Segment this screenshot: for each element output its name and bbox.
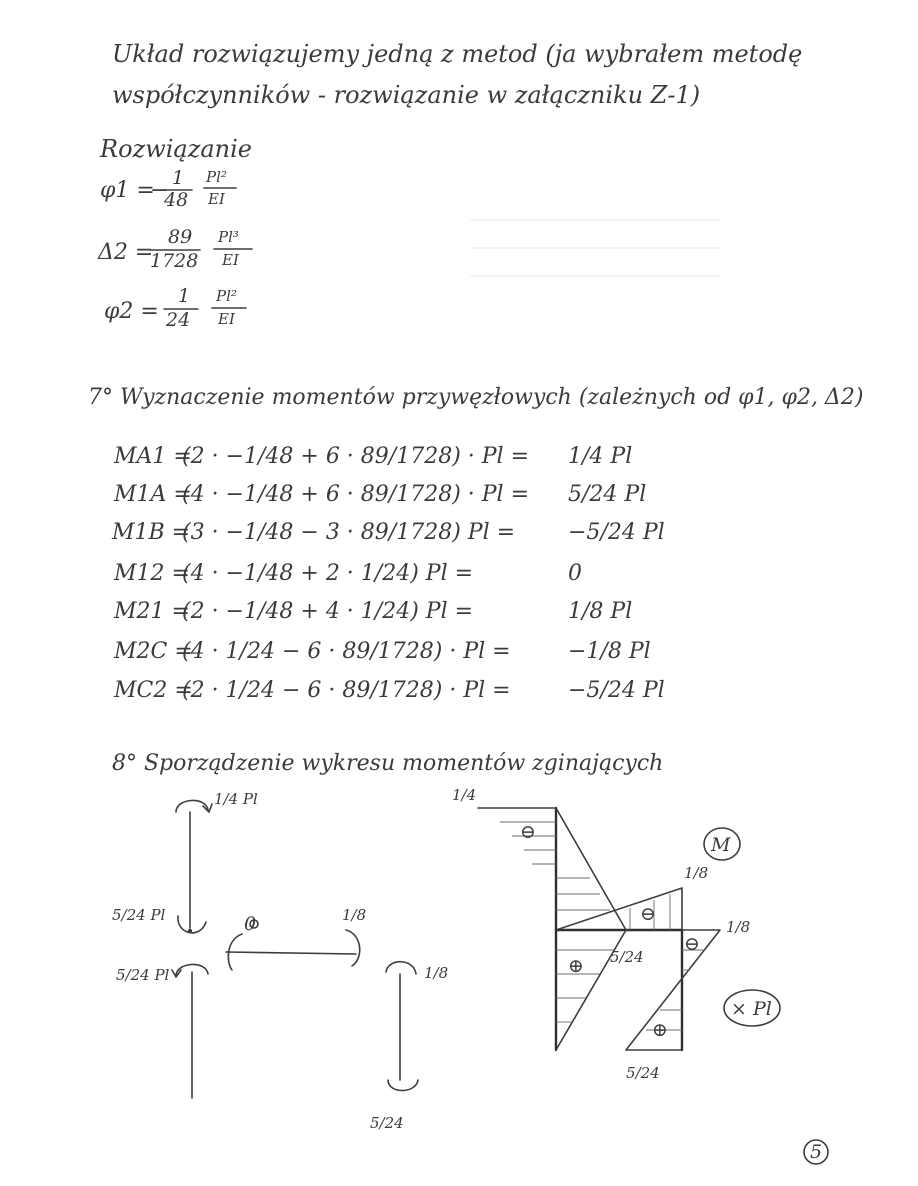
solution-heading: Rozwiązanie <box>100 135 252 163</box>
mid-value: 5/24 <box>610 948 644 966</box>
moment-arrow-icon <box>346 930 360 966</box>
moment-row-result: 1/4 Pl <box>568 444 633 469</box>
sign-plus-right: ⊕ <box>652 1019 668 1041</box>
delta-unit-num: Pl³ <box>218 228 239 246</box>
sign-minus-upper: ⊖ <box>520 821 536 843</box>
far-right-value: 1/8 <box>726 918 751 936</box>
hatching <box>556 950 614 1022</box>
mid-left-lower-label: 5/24 Pl <box>116 966 170 984</box>
sign-minus-right: ⊖ <box>684 933 700 955</box>
moment-row-expr: (3 · −1/48 − 3 · 89/1728) Pl = <box>182 520 516 545</box>
moment-row-lhs: M1A = <box>114 482 192 507</box>
delta-unit-den: EI <box>222 251 239 269</box>
moment-row-expr: (2 · −1/48 + 6 · 89/1728) · Pl = <box>182 444 530 469</box>
moment-row-lhs: MC2 = <box>114 678 193 703</box>
mid-left-upper-label: 5/24 Pl <box>112 906 166 924</box>
moment-row-lhs: M21 = <box>114 599 190 624</box>
moment-row <box>111 520 665 545</box>
phi2-unit-num: Pl² <box>216 287 237 305</box>
moment-arrow-icon <box>386 962 416 974</box>
right-col-bottom-label: 5/24 <box>370 1114 404 1132</box>
moment-row <box>113 678 665 703</box>
moment-row <box>113 599 632 624</box>
delta-formula <box>97 226 252 272</box>
top-moment-label: 1/4 Pl <box>214 790 258 808</box>
phi1-num: 1 <box>172 167 185 189</box>
paper-rules <box>470 220 720 276</box>
section8-heading: 8° Sporządzenie wykresu momentów zginających <box>112 751 664 776</box>
delta-lhs: Δ2 = <box>98 240 154 265</box>
free-body-sketch <box>112 790 448 1132</box>
moment-row <box>113 561 582 586</box>
moment-row-result: 1/8 Pl <box>568 599 633 624</box>
phi2-lhs: φ2 = <box>104 299 159 324</box>
section7-heading: 7° Wyznaczenie momentów przywęzłowych (zależnych od φ1, φ2, Δ2) <box>88 385 864 410</box>
moment-row-lhs: M12 = <box>114 561 190 586</box>
phi1-formula <box>100 167 236 211</box>
moment-row-expr: (2 · −1/48 + 4 · 1/24) Pl = <box>182 599 474 624</box>
moment-row <box>113 639 651 664</box>
beam-right-label: 1/8 <box>342 906 367 924</box>
beam-left-label: 0 <box>244 913 257 935</box>
phi2-formula <box>104 285 246 331</box>
moment-row-expr: (4 · 1/24 − 6 · 89/1728) · Pl = <box>182 639 511 664</box>
phi1-unit-den: EI <box>208 190 225 208</box>
sign-minus-beam: ⊖ <box>640 903 656 925</box>
phi1-unit-num: Pl² <box>206 168 227 186</box>
moment-row-result: −5/24 Pl <box>568 520 665 545</box>
intro-line-2: współczynników - rozwiązanie w załączniku Z-1) <box>112 81 701 109</box>
moment-row-result: −5/24 Pl <box>568 678 665 703</box>
phi1-den: 48 <box>164 189 189 211</box>
moment-row-result: 5/24 Pl <box>568 482 647 507</box>
moment-row-expr: (2 · 1/24 − 6 · 89/1728) · Pl = <box>182 678 511 703</box>
page-number: 5 <box>810 1141 823 1163</box>
moment-row <box>113 482 646 507</box>
phi1-lhs: φ1 = <box>100 178 155 203</box>
moment-row-result: −1/8 Pl <box>568 639 651 664</box>
phi2-unit-den: EI <box>218 310 235 328</box>
sign-plus-left: ⊕ <box>568 955 584 977</box>
scale-badge: × Pl <box>731 998 772 1020</box>
phi1-sign: − <box>150 178 169 203</box>
bottom-value: 5/24 <box>626 1064 660 1082</box>
top-left-value: 1/4 <box>452 786 477 804</box>
delta-num: 89 <box>168 226 193 248</box>
moment-row-expr: (4 · −1/48 + 6 · 89/1728) · Pl = <box>182 482 530 507</box>
moment-row-lhs: M1B = <box>112 520 191 545</box>
right-col-top-label: 1/8 <box>424 964 449 982</box>
moment-row-result: 0 <box>568 561 582 586</box>
diagram-badge: M <box>711 834 731 856</box>
phi2-num: 1 <box>178 285 191 307</box>
bending-moment-diagram <box>452 786 780 1082</box>
moment-row-lhs: MA1 = <box>114 444 192 469</box>
moment-row <box>113 444 632 469</box>
moment-row-lhs: M2C = <box>114 639 193 664</box>
moment-equations <box>111 444 665 703</box>
intro-line-1: Układ rozwiązujemy jedną z metod (ja wybrałem metodę <box>112 40 803 68</box>
upper-right-value: 1/8 <box>684 864 709 882</box>
moment-arrow-icon <box>388 1080 418 1091</box>
phi2-den: 24 <box>166 309 191 331</box>
delta-den: 1728 <box>150 250 199 272</box>
moment-row-expr: (4 · −1/48 + 2 · 1/24) Pl = <box>182 561 474 586</box>
